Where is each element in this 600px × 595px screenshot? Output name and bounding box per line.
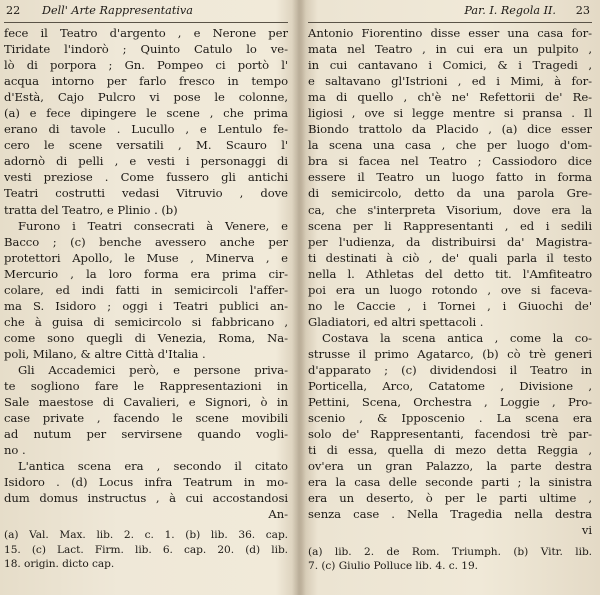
right-page-body [308, 23, 592, 539]
text-line: essere il Teatro un luogo fatto in forma [308, 170, 592, 185]
text-line: era un deserto, ò per le parti ultime , [308, 491, 592, 506]
text-line: vesti preziose . Come fussero gli antichi [4, 170, 288, 185]
text-line: come sono quegli di Venezia, Roma, Na- [4, 330, 288, 345]
text-line: lò di porpora ; Gn. Pompeo ci portò l' [4, 58, 288, 73]
left-running-title: Dell' Arte Rappresentativa [42, 4, 193, 17]
text-line: che à guisa di semicircolo si fabbricano , [4, 314, 288, 329]
text-line: Sale maestose di Cavalieri, e Signori, ò in [4, 395, 288, 410]
catchword: An- [268, 507, 288, 522]
text-line: Biondo trattolo da Placido , (a) dice esser [308, 122, 592, 137]
text-line: scenio , & Ipposcenio . La scena era [308, 411, 592, 426]
text-line: acqua intorno per farlo fresco in tempo [4, 74, 288, 89]
text-line: protettori Apollo, le Muse , Minerva , e [4, 250, 288, 265]
text-line: case private , facendo le scene movibili [4, 411, 288, 426]
right-page-number: 23 [575, 4, 590, 17]
text-line: ma di quello , ch'è ne' Refettorii de' Re- [308, 90, 592, 105]
text-line: no . [4, 443, 26, 458]
text-line: Isidoro . (d) Locus infra Teatrum in mo- [4, 475, 288, 490]
text-line: bra si facea nel Teatro ; Cassiodoro dice [308, 154, 592, 169]
left-page [4, 0, 288, 572]
text-line: adornò di pelli , e vesti i personaggi di [4, 154, 288, 169]
right-footnotes [308, 545, 592, 574]
footnote-line: 15. (c) Lact. Firm. lib. 6. cap. 20. (d) lib. [4, 543, 288, 556]
text-line: era la casa delle seconde parti ; la sinistra [308, 475, 592, 490]
left-page-number: 22 [6, 4, 21, 17]
left-page-body [4, 23, 288, 522]
text-line: colare, ed indi fatti in semicircoli l'affer- [4, 282, 288, 297]
text-line: nella l. Athletas del detto tit. l'Amfiteatro [308, 266, 592, 281]
text-line: la scena una casa , che per luogo d'om- [308, 138, 592, 153]
text-line: poli, Milano, & altre Città d'Italia . [4, 346, 206, 361]
text-line: strusse il primo Agatarco, (b) cò trè generi [308, 346, 592, 361]
text-line: in cui cantavano i Comici, & i Tragedi , [308, 58, 592, 73]
text-line: Mercurio , la loro forma era prima cir- [4, 266, 288, 281]
text-line: ov'era un gran Palazzo, la parte destra [308, 459, 592, 474]
text-line: Furono i Teatri consecrati à Venere, e [18, 218, 288, 233]
text-line: d'Està, Cajo Pulcro vi pose le colonne, [4, 90, 288, 105]
text-line: Teatri costrutti vedasi Vitruvio , dove [4, 186, 288, 201]
text-line: ligiosi , ove si legge mentre si pransa . Il [308, 106, 592, 121]
text-line: Costava la scena antica , come la co- [322, 330, 592, 345]
footnote-line: (a) lib. 2. de Rom. Triumph. (b) Vitr. lib. [308, 545, 592, 558]
text-line: poi era un luogo rotondo , ove si faceva- [308, 282, 592, 297]
text-line: (a) e fece dipingere le scene , che prima [4, 106, 288, 121]
footnote-line: (a) Val. Max. lib. 2. c. 1. (b) lib. 36. cap. [4, 529, 288, 542]
text-line: ti destinati à ciò , de' quali parla il testo [308, 250, 592, 265]
text-line: erano di tavole . Lucullo , e Lentulo fe- [4, 122, 288, 137]
text-line: ad nutum per servirsene quando vogli- [4, 427, 288, 442]
text-line: Gladiatori, ed altri spettacoli . [308, 314, 484, 329]
text-line: ca, che s'interpreta Visorium, dove era la [308, 202, 592, 217]
text-line: ti di essa, quella di mezo detta Reggia , [308, 443, 592, 458]
right-running-title: Par. I. Regola II. [464, 4, 556, 17]
text-line: ma S. Isidoro ; oggi i Teatri publici an- [4, 298, 288, 313]
text-line: solo de' Rappresentanti, facendosi trè par- [308, 427, 592, 442]
text-line: Pettini, Scena, Orchestra , Loggie , Pro- [308, 395, 592, 410]
text-line: e saltavano gl'Istrioni , ed i Mimi, à for- [308, 74, 592, 89]
text-line: senza case . Nella Tragedia nella destra [308, 507, 592, 522]
text-line: dum domus instructus , à cui accostandosi [4, 491, 288, 506]
footnote-line: 7. (c) Giulio Polluce lib. 4. c. 19. [308, 560, 478, 572]
text-line: cero le scene versatili , M. Scauro l' [4, 138, 288, 153]
text-line: Porticella, Arco, Catatome , Divisione , [308, 379, 592, 394]
text-line: te sogliono fare le Rappresentazioni in [4, 379, 288, 394]
right-running-head [308, 2, 592, 23]
text-line: Tiridate l'indorò ; Quinto Catulo lo ve- [4, 42, 288, 57]
text-line: Antonio Fiorentino disse esser una casa for- [308, 26, 592, 40]
text-line: mata nel Teatro , in cui era un pulpito , [308, 42, 592, 57]
text-line: d'apparato ; (c) dividendosi il Teatro in [308, 362, 592, 377]
text-line: Bacco ; (c) benche avessero anche per [4, 234, 288, 249]
text-line: per l'udienza, da distribuirsi da' Magistra- [308, 234, 592, 249]
catchword: vi [581, 523, 592, 538]
footnote-line: 18. origin. dicto cap. [4, 558, 115, 571]
text-line: fece il Teatro d'argento , e Nerone per [4, 26, 288, 40]
text-line: L'antica scena era , secondo il citato [18, 459, 288, 474]
left-running-head [4, 2, 288, 23]
book-gutter [292, 0, 306, 595]
text-line: Gli Accademici però, e persone priva- [18, 362, 288, 377]
text-line: scena per li Rappresentanti , ed i sedili [308, 218, 592, 233]
text-line: di semicircolo, detto da una parola Gre- [308, 186, 592, 201]
left-footnotes [4, 528, 288, 572]
text-line: no le Caccie , i Tornei , i Giuochi de' [308, 298, 592, 313]
text-line: tratta del Teatro, e Plinio . (b) [4, 202, 178, 217]
right-page [308, 0, 592, 574]
